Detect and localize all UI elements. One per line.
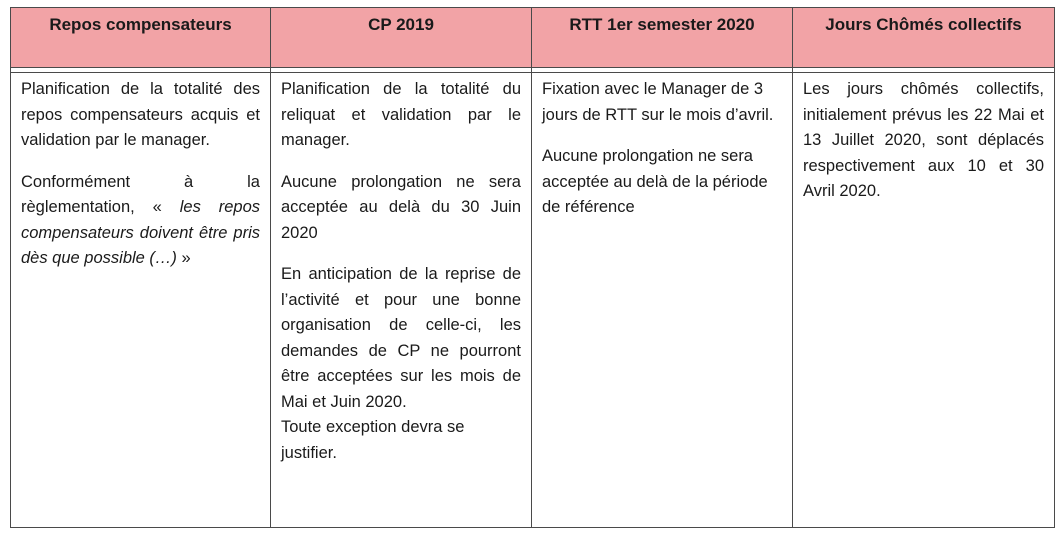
rtt-paragraph-1: Fixation avec le Manager de 3 jours de RTT sur le mois d’avril. xyxy=(542,80,774,124)
cp-paragraph-2: Aucune prolongation ne sera acceptée au delà du 30 Juin 2020 xyxy=(281,172,521,242)
cell-jours-chomes xyxy=(793,73,1055,528)
header-jours-chomes: Jours Chômés collectifs xyxy=(793,8,1055,68)
repos-paragraph-2: Conformément à la règlementation, « les repos compensateurs doivent être pris dès que possible (…) » xyxy=(21,172,260,267)
cell-cp-2019 xyxy=(271,73,532,528)
cell-repos-compensateurs xyxy=(11,73,271,528)
cp-paragraph-3: En anticipation de la reprise de l’activité et pour une bonne organisation de celle-ci, les demandes de CP ne pourront être acceptées sur les mois de Mai et Juin 2020. xyxy=(281,265,521,411)
repos-quote-lead: Conformément à la règlementation, xyxy=(21,172,260,216)
header-repos-compensateurs: Repos compensateurs xyxy=(11,8,271,68)
cp-paragraph-1: Planification de la totalité du reliquat et validation par le manager. xyxy=(281,80,521,149)
cp-paragraph-4: Toute exception devra se justifier. xyxy=(281,418,465,462)
cell-rtt-2020 xyxy=(532,73,793,528)
repos-paragraph-1: Planification de la totalité des repos compensateurs acquis et validation par le manager. xyxy=(21,80,260,149)
header-cp-2019: CP 2019 xyxy=(271,8,532,68)
jours-paragraph-1: Les jours chômés collectifs, initialement prévus les 22 Mai et 13 Juillet 2020, sont déplacés respectivement aux 10 et 30 Avril 2020. xyxy=(803,80,1044,200)
body-row xyxy=(11,73,1055,528)
header-row xyxy=(11,8,1055,68)
repos-quote-italic: les repos compensateurs doivent être pris dès que possible (…) xyxy=(21,198,260,267)
header-rtt-2020: RTT 1er semester 2020 xyxy=(532,8,793,68)
rtt-paragraph-2: Aucune prolongation ne sera acceptée au delà de la période de référence xyxy=(542,147,768,216)
leave-planning-table xyxy=(10,7,1055,528)
